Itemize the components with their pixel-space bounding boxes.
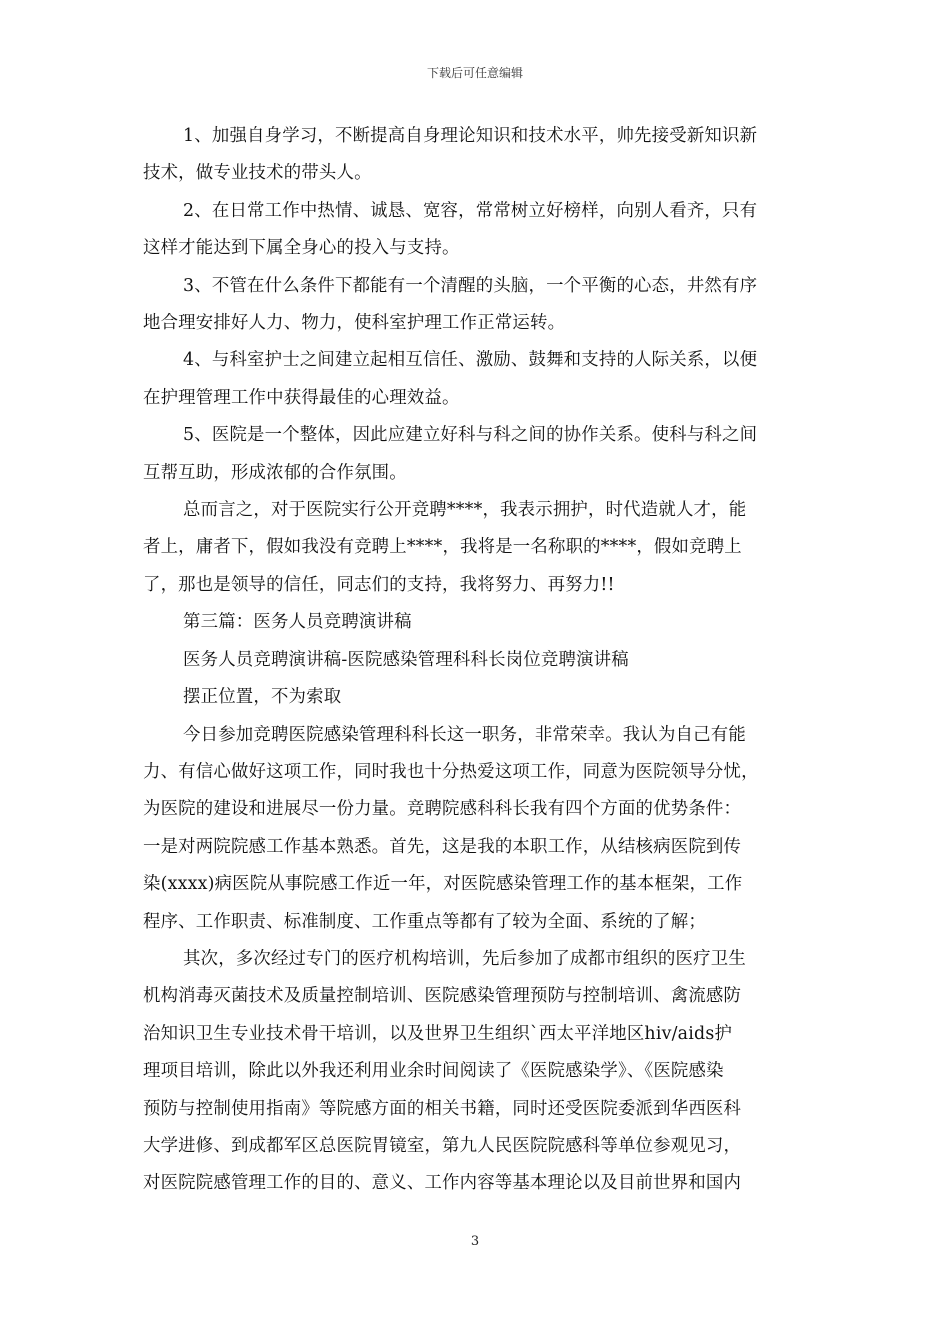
paragraph: 其次，多次经过专门的医疗机构培训，先后参加了成都市组织的医疗卫生 机构消毒灭菌技术及质量控制培训、医院感染管理预防与控制培训、禽流感防 治知识卫生专业技术骨干培训，以及世界卫生组织`西太平洋地区hiv/aids护 理项目培训，除此以外我还利用业余时间阅读了《医院感染学》、《医院感染 预防与控制使用指南》等院感方面的相关书籍，同时还受医院委派到华西医科 大学进修、到成都军区总医院胃镜室，第九人民医院院感科等单位参观见习， 对医院院感管理工作的目的、意义、工作内容等基本理论以及目前世界和国内	[143, 948, 746, 1194]
speech-subtitle: 摆正位置，不为索取	[183, 687, 342, 708]
page-number: 3	[470, 1234, 480, 1249]
document-body	[143, 118, 811, 1203]
paragraph: 今日参加竞聘医院感染管理科科长这一职务，非常荣幸。我认为自己有能 力、有信心做好这项工作，同时我也十分热爱这项工作，同意为医院领导分忧， 为医院的建设和进展尽一份力量。竞聘院感科科长我有四个方面的优势条件： 一是对两院院感工作基本熟悉。首先，这是我的本职工作，从结核病医院到传 染(xxxx)病医院从事院感工作近一年，对医院感染管理工作的基本框架，工作 程序、工作职责、标准制度、工作重点等都有了较为全面、系统的了解；	[143, 724, 759, 932]
paragraph: 2、在日常工作中热情、诚恳、宽容，常常树立好榜样，向别人看齐，只有 这样才能达到下属全身心的投入与支持。	[143, 200, 758, 259]
paragraph: 1、加强自身学习，不断提高自身理论知识和技术水平，帅先接受新知识新 技术，做专业技术的带头人。	[143, 126, 758, 184]
speech-title: 医务人员竞聘演讲稿-医院感染管理科科长岗位竞聘演讲稿	[183, 649, 629, 670]
section-title: 第三篇：医务人员竞聘演讲稿	[183, 612, 412, 633]
paragraph: 4、与科室护士之间建立起相互信任、激励、鼓舞和支持的人际关系，以便 在护理管理工作中获得最佳的心理效益。	[143, 350, 758, 408]
paragraph: 3、不管在什么条件下都能有一个清醒的头脑，一个平衡的心态，井然有序 地合理安排好人力、物力，使科室护理工作正常运转。	[143, 275, 758, 334]
page-header: 下载后可任意编辑	[426, 66, 523, 80]
paragraph: 5、医院是一个整体，因此应建立好科与科之间的协作关系。使科与科之间 互帮互助，形成浓郁的合作氛围。	[143, 425, 758, 483]
paragraph: 总而言之，对于医院实行公开竞聘****，我表示拥护，时代造就人才，能 者上，庸者下，假如我没有竞聘上****，我将是一名称职的****，假如竞聘上 了，那也是领导的信任，同志们的支持，我将努力、再努力!!	[143, 500, 747, 595]
